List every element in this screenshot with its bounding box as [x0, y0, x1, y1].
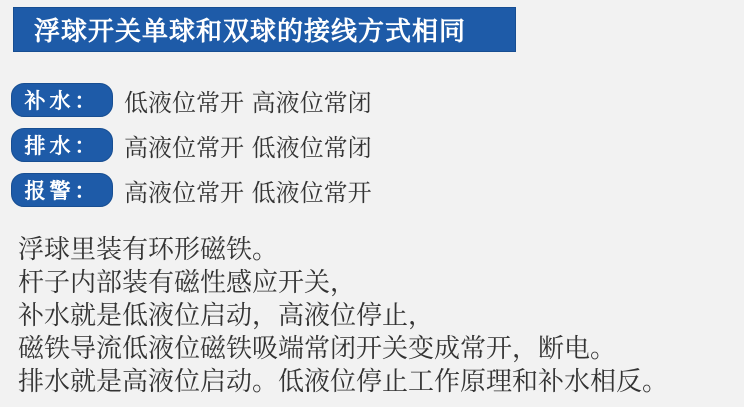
- wiring-rules-list: [11, 83, 372, 218]
- note-line: 杆子内部装有磁性感应开关，: [18, 268, 357, 298]
- badge-alarm: 报警：: [11, 173, 113, 207]
- note-line: 浮球里装有环形磁铁。: [18, 235, 279, 265]
- rule-row-alarm: [11, 173, 372, 207]
- rule-row-drainage: [11, 128, 372, 162]
- note-line: 磁铁导流低液位磁铁吸端常闭开关变成常开，断电。: [18, 334, 617, 364]
- header-banner: [13, 7, 516, 52]
- note-line: 排水就是高液位启动。低液位停止工作原理和补水相反。: [18, 367, 669, 397]
- rule-row-water-supply: [11, 83, 372, 117]
- rule-description: 低液位常开 高液位常闭: [124, 88, 372, 117]
- badge-water-supply: 补水：: [11, 83, 113, 117]
- explanation-paragraph: [18, 234, 668, 399]
- rule-description: 高液位常开 低液位常闭: [124, 133, 372, 162]
- badge-drainage: 排水：: [11, 128, 113, 162]
- rule-description: 高液位常开 低液位常开: [124, 178, 372, 207]
- note-line: 补水就是低液位启动，高液位停止，: [18, 301, 435, 331]
- page-title: 浮球开关单球和双球的接线方式相同: [34, 17, 467, 47]
